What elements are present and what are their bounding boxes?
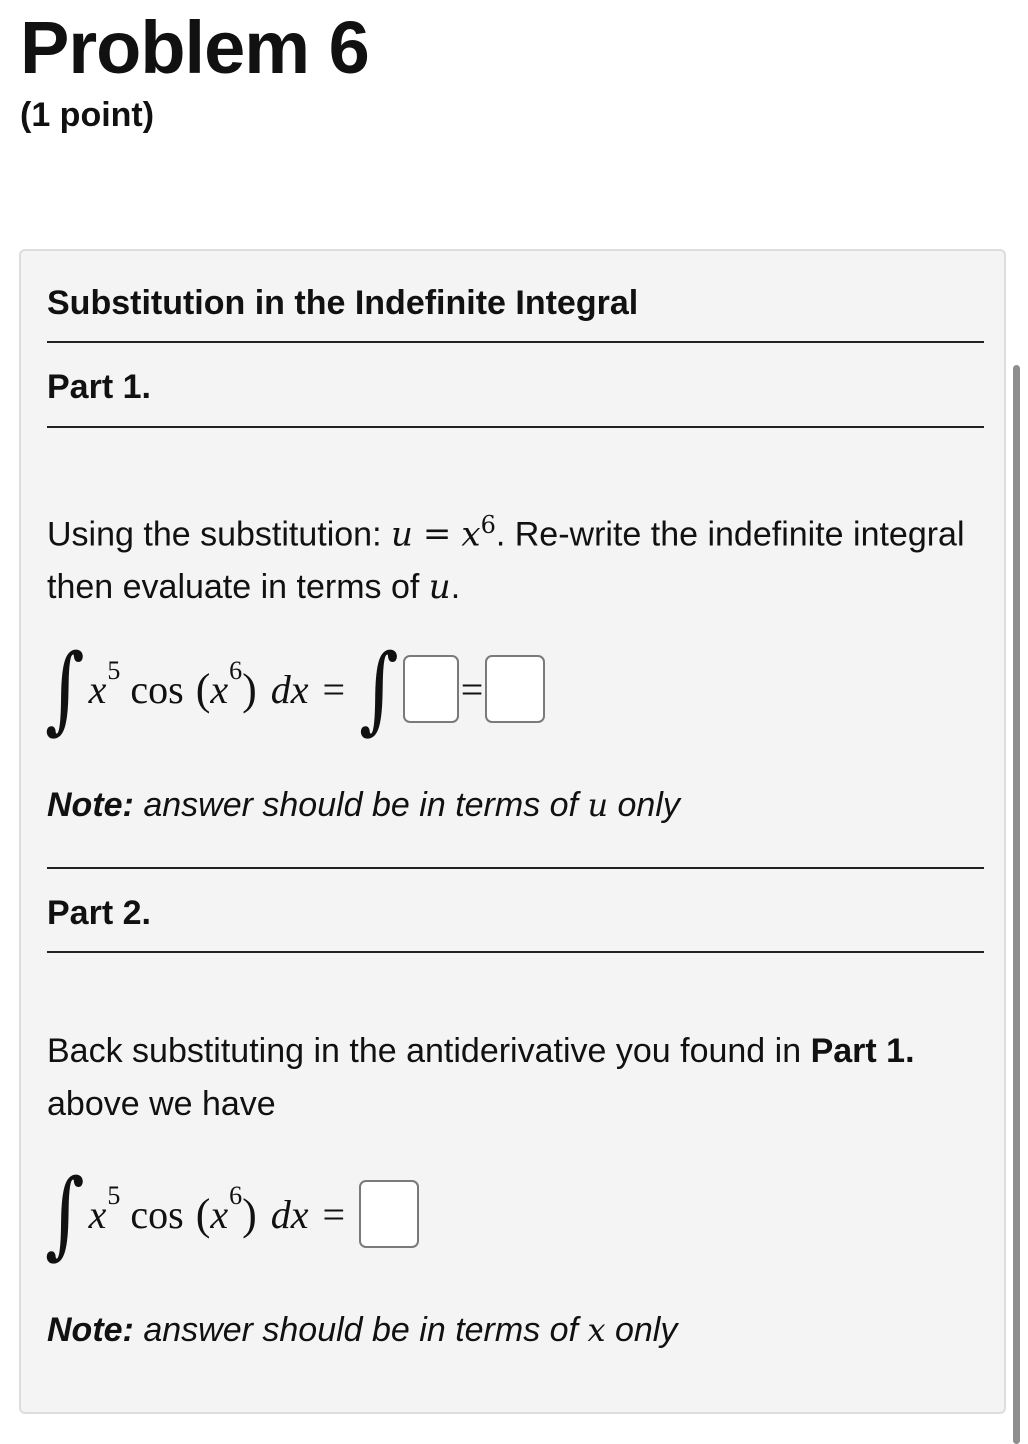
problem-card — [19, 249, 1006, 1414]
math-variable: x — [461, 514, 481, 555]
antiderivative-x-answer-input[interactable] — [359, 1180, 419, 1248]
math-variable: x — [587, 1311, 606, 1349]
math-variable: x — [88, 666, 107, 712]
part-1-note — [47, 783, 680, 827]
math-exponent: 5 — [107, 1181, 121, 1210]
equals-sign: = — [322, 666, 346, 712]
integral-sign: ∫ — [45, 632, 85, 744]
note-text: only — [605, 1311, 678, 1349]
part-1-label: Part 1. — [47, 368, 151, 406]
cos-function: cos — [130, 666, 184, 712]
math-variable: x — [88, 1191, 107, 1237]
math-variable: u — [390, 514, 413, 555]
instruction-text: . — [450, 568, 461, 607]
instruction-text: above we have — [47, 1085, 276, 1123]
part-2-note — [47, 1308, 677, 1352]
problem-points: (1 point) — [20, 96, 155, 134]
differential: dx — [270, 666, 309, 712]
math-exponent: 6 — [229, 1181, 243, 1210]
note-text: only — [608, 786, 680, 824]
open-paren: ( — [195, 1189, 211, 1239]
divider — [47, 951, 984, 953]
section-title: Substitution in the Indefinite Integral — [47, 284, 639, 322]
math-exponent: 6 — [480, 511, 496, 539]
note-text: answer should be in terms of — [133, 1311, 588, 1349]
math-operator: = — [422, 514, 452, 555]
instruction-text: . Re-write the indefinite integral then evaluate in terms of — [47, 515, 965, 607]
integral-sign: ∫ — [359, 632, 399, 744]
vertical-scrollbar[interactable] — [1013, 365, 1020, 1444]
cos-function: cos — [130, 1191, 184, 1237]
integrand-answer-input[interactable] — [403, 655, 459, 723]
close-paren: ) — [242, 664, 257, 714]
divider — [47, 867, 984, 869]
divider — [47, 426, 984, 428]
note-label: Note: — [47, 1311, 134, 1349]
instruction-text: Using the substitution: — [47, 515, 391, 554]
open-paren: ( — [195, 664, 211, 714]
antiderivative-u-answer-input[interactable] — [485, 655, 545, 723]
equals-sign: = — [322, 1191, 346, 1237]
note-text: answer should be in terms of — [133, 786, 588, 824]
equals-sign: = — [460, 666, 484, 712]
instruction-bold-text: Part 1. — [810, 1032, 915, 1070]
note-label: Note: — [47, 786, 134, 824]
part-1-instructions — [47, 499, 977, 614]
math-variable: x — [210, 1191, 229, 1237]
part-2-label: Part 2. — [47, 894, 151, 932]
part-1-equation — [45, 632, 545, 744]
close-paren: ) — [242, 1189, 257, 1239]
integral-sign: ∫ — [45, 1157, 85, 1269]
part-2-instructions — [47, 1025, 977, 1131]
math-variable: u — [428, 567, 451, 608]
math-exponent: 6 — [229, 656, 243, 685]
divider — [47, 341, 984, 343]
math-exponent: 5 — [107, 656, 121, 685]
math-variable: u — [587, 786, 609, 824]
math-variable: x — [210, 666, 229, 712]
problem-title: Problem 6 — [20, 6, 369, 89]
instruction-text: Back substituting in the antiderivative you found in — [47, 1032, 811, 1070]
differential: dx — [270, 1191, 309, 1237]
part-2-equation — [45, 1157, 419, 1269]
